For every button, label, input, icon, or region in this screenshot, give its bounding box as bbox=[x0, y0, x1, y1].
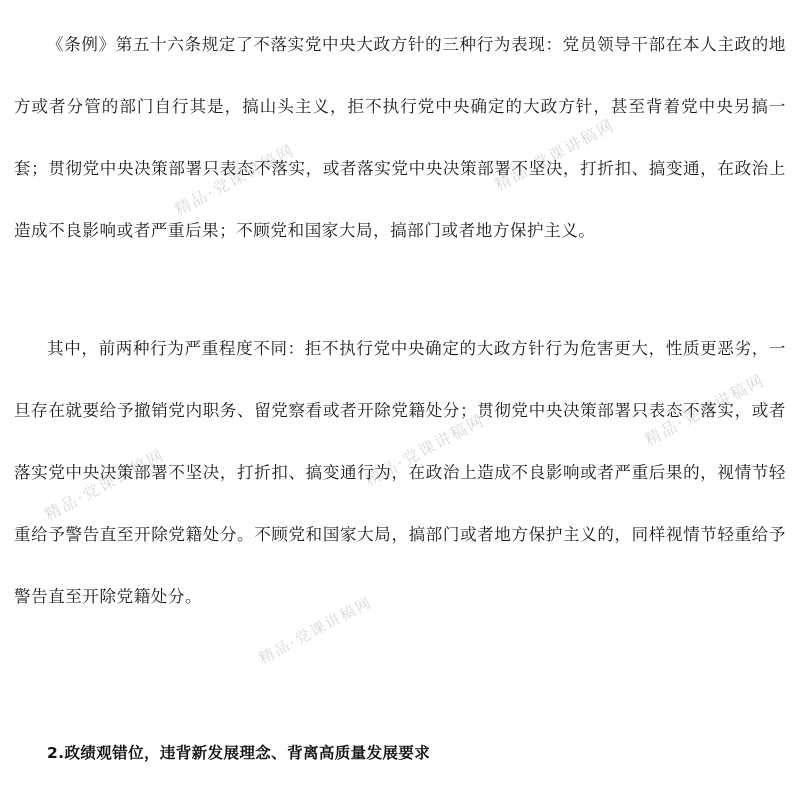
watermark-text: 精品·党课讲稿网 bbox=[41, 445, 168, 525]
watermark-text: 精品·党课讲稿网 bbox=[491, 115, 618, 195]
section-heading: 2.政绩观错位，违背新发展理念、背离高质量发展要求 bbox=[47, 744, 431, 762]
section-spacer bbox=[14, 628, 786, 738]
document-body bbox=[14, 14, 786, 768]
watermark-text: 精品·党课讲稿网 bbox=[641, 370, 768, 450]
paragraph-spacer bbox=[14, 262, 786, 318]
paragraph-2: 其中，前两种行为严重程度不同：拒不执行党中央确定的大政方针行为危害更大，性质更恶劣，一旦存在就要给予撤销党内职务、留党察看或者开除党籍处分；贯彻党中央决策部署只表态不落实，或者落实党中央决策部署不坚决，打折扣、搞变通行为，在政治上造成不良影响或者严重后果的，视情节轻重给予警告直至开除党籍处分。不顾党和国家大局，搞部门或者地方保护主义的，同样视情节轻重给予警告直至开除党籍处分。 bbox=[14, 339, 786, 606]
watermark-text: 精品·党课讲稿网 bbox=[171, 140, 298, 220]
watermark-text: 精品·党课讲稿网 bbox=[255, 592, 376, 668]
paragraph-1: 《条例》第五十六条规定了不落实党中央大政方针的三种行为表现：党员领导干部在本人主政的地方或者分管的部门自行其是，搞山头主义，拒不执行党中央确定的大政方针，甚至背着党中央另搞一套；贯彻党中央决策部署只表态不落实，或者落实党中央决策部署不坚决，打折扣、搞变通，在政治上造成不良影响或者严重后果；不顾党和国家大局，搞部门或者地方保护主义。 bbox=[14, 35, 786, 240]
watermark-text: 精品·党课讲稿网 bbox=[361, 410, 488, 490]
